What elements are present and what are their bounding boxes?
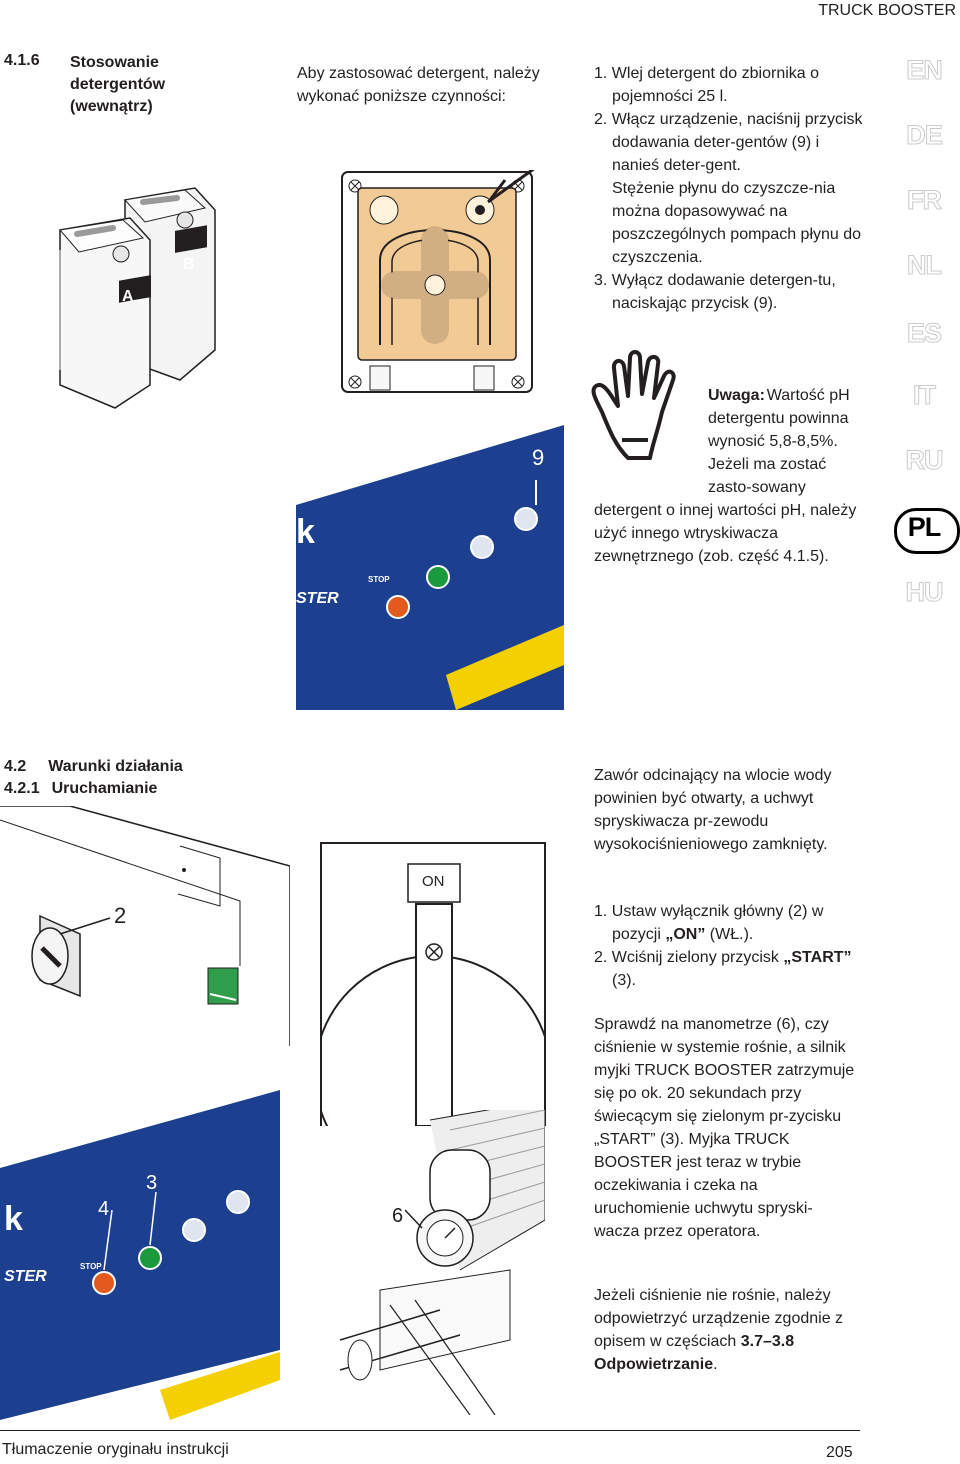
section-title-line: detergentów (70, 76, 166, 93)
lang-it[interactable]: IT (913, 380, 935, 410)
lang-es[interactable]: ES (906, 318, 942, 348)
lang-en[interactable]: EN (906, 55, 942, 85)
pump-manometer-figure (320, 1110, 545, 1415)
header-title: TRUCK BOOSTER (818, 2, 956, 19)
step2-bold: „START” (783, 949, 852, 966)
step-item: 3. Wyłącz dodawanie detergen-tu, naciskając przycisk (9). (594, 272, 836, 312)
lang-nl[interactable]: NL (907, 250, 941, 280)
main-switch-housing-figure (0, 806, 290, 1046)
detergent-canisters-figure (55, 180, 225, 410)
section-42-title: Warunki działania (48, 758, 183, 775)
footer-rule (0, 1430, 860, 1431)
lang-fr[interactable]: FR (907, 185, 941, 215)
canister-b-label: B (183, 256, 195, 273)
section-42-para1: Zawór odcinający na wlocie wody powinien być otwarty, a uchwyt spryskiwacza pr-zewodu wysokociśnieniowego zamknięty. (594, 767, 832, 853)
stop-label-bottom: STOP (80, 1262, 102, 1271)
section-42-number: 4.2 (4, 758, 27, 775)
step-item: 1. Wlej detergent do zbiornika o pojemności 25 l. (594, 65, 820, 105)
note-text-wrap (594, 384, 860, 568)
section-title (70, 52, 165, 118)
step1-bold: „ON” (665, 926, 706, 943)
switch-on-label: ON (422, 873, 445, 890)
note-label: Uwaga: (708, 387, 765, 404)
callout-3: 3 (146, 1172, 158, 1194)
callout-2: 2 (114, 903, 127, 928)
para3-text: Jeżeli ciśnienie nie rośnie, należy odpowietrzyć urządzenie zgodnie z opisem w częściach (594, 1287, 844, 1350)
step2-post: (3). (612, 972, 636, 989)
page-number: 205 (826, 1444, 853, 1461)
control-panel-figure-bottom (0, 1090, 280, 1420)
panel-brand-k-bottom: k (4, 1200, 23, 1238)
intro-text: Aby zastosować detergent, należy wykonać poniższe czynności: (297, 65, 540, 105)
section-42-step1 (594, 900, 856, 946)
step1-text: 1. Ustaw wyłącznik główny (2) w pozycji (594, 903, 824, 943)
section-42-para2: Sprawdź na manometrze (6), czy ciśnienie w systemie rośnie, a silnik myjki TRUCK BOOSTER zatrzymuje się po ok. 20 sekundach przy świecącym się zielonym pr-zycisku „START” (3). Myjka TRUCK BOOSTER jest teraz w trybie oczekiwania i czeka na uruchomienie uchwytu spryski-wacza przez operatora. (594, 1016, 855, 1240)
section-421-number: 4.2.1 (4, 780, 40, 797)
para3-post: . (713, 1356, 718, 1373)
lang-de[interactable]: DE (906, 120, 942, 150)
canister-a-label: A (122, 288, 134, 305)
callout-4: 4 (98, 1198, 110, 1220)
section-42-steps (594, 900, 856, 992)
control-panel-figure-top (296, 425, 564, 710)
section-42-para3 (594, 1284, 860, 1376)
panel-brand-k: k (296, 513, 315, 551)
stop-label: STOP (368, 575, 390, 584)
lang-pl-active[interactable]: PL (907, 512, 941, 542)
section-42-heading (4, 756, 183, 800)
note-text: Wartość pH detergentu powinna wynosić 5,8-8,5%. Jeżeli ma zostać zasto-sowany detergent o innej wartości pH, należy użyć innego wtryskiwacza zewnętrznego (zob. część 4.1.5). (594, 387, 857, 565)
section-42-step2 (594, 946, 856, 992)
footer-title: Tłumaczenie oryginału instrukcji (2, 1441, 229, 1458)
callout-6: 6 (392, 1205, 404, 1227)
section-421-title: Uruchamianie (51, 780, 158, 797)
step2-text: 2. Wciśnij zielony przycisk (594, 949, 784, 966)
panel-brand-ster-bottom: STER (4, 1268, 47, 1285)
detergent-pump-figure (340, 170, 535, 395)
section-title-line: (wewnątrz) (70, 98, 153, 115)
section-title-line: Stosowanie (70, 54, 159, 71)
lang-ru[interactable]: RU (905, 445, 943, 475)
steps-list (594, 62, 864, 315)
lang-hu[interactable]: HU (905, 577, 943, 607)
callout-9: 9 (532, 445, 545, 470)
step-note: Stężenie płynu do czyszcze-nia można dopasowywać na poszczególnych pompach płynu do czyszczenia. (612, 180, 862, 266)
para3-bold: 3.7–3.8 Odpowietrzanie (594, 1333, 795, 1373)
step1-post: (WŁ.). (705, 926, 754, 943)
section-number: 4.1.6 (4, 52, 40, 69)
panel-brand-ster: STER (296, 590, 339, 607)
step-item: 2. Włącz urządzenie, naciśnij przycisk dodawania deter-gentów (9) i nanieś deter-gent. (594, 111, 863, 174)
rotary-switch-figure (320, 842, 546, 1126)
